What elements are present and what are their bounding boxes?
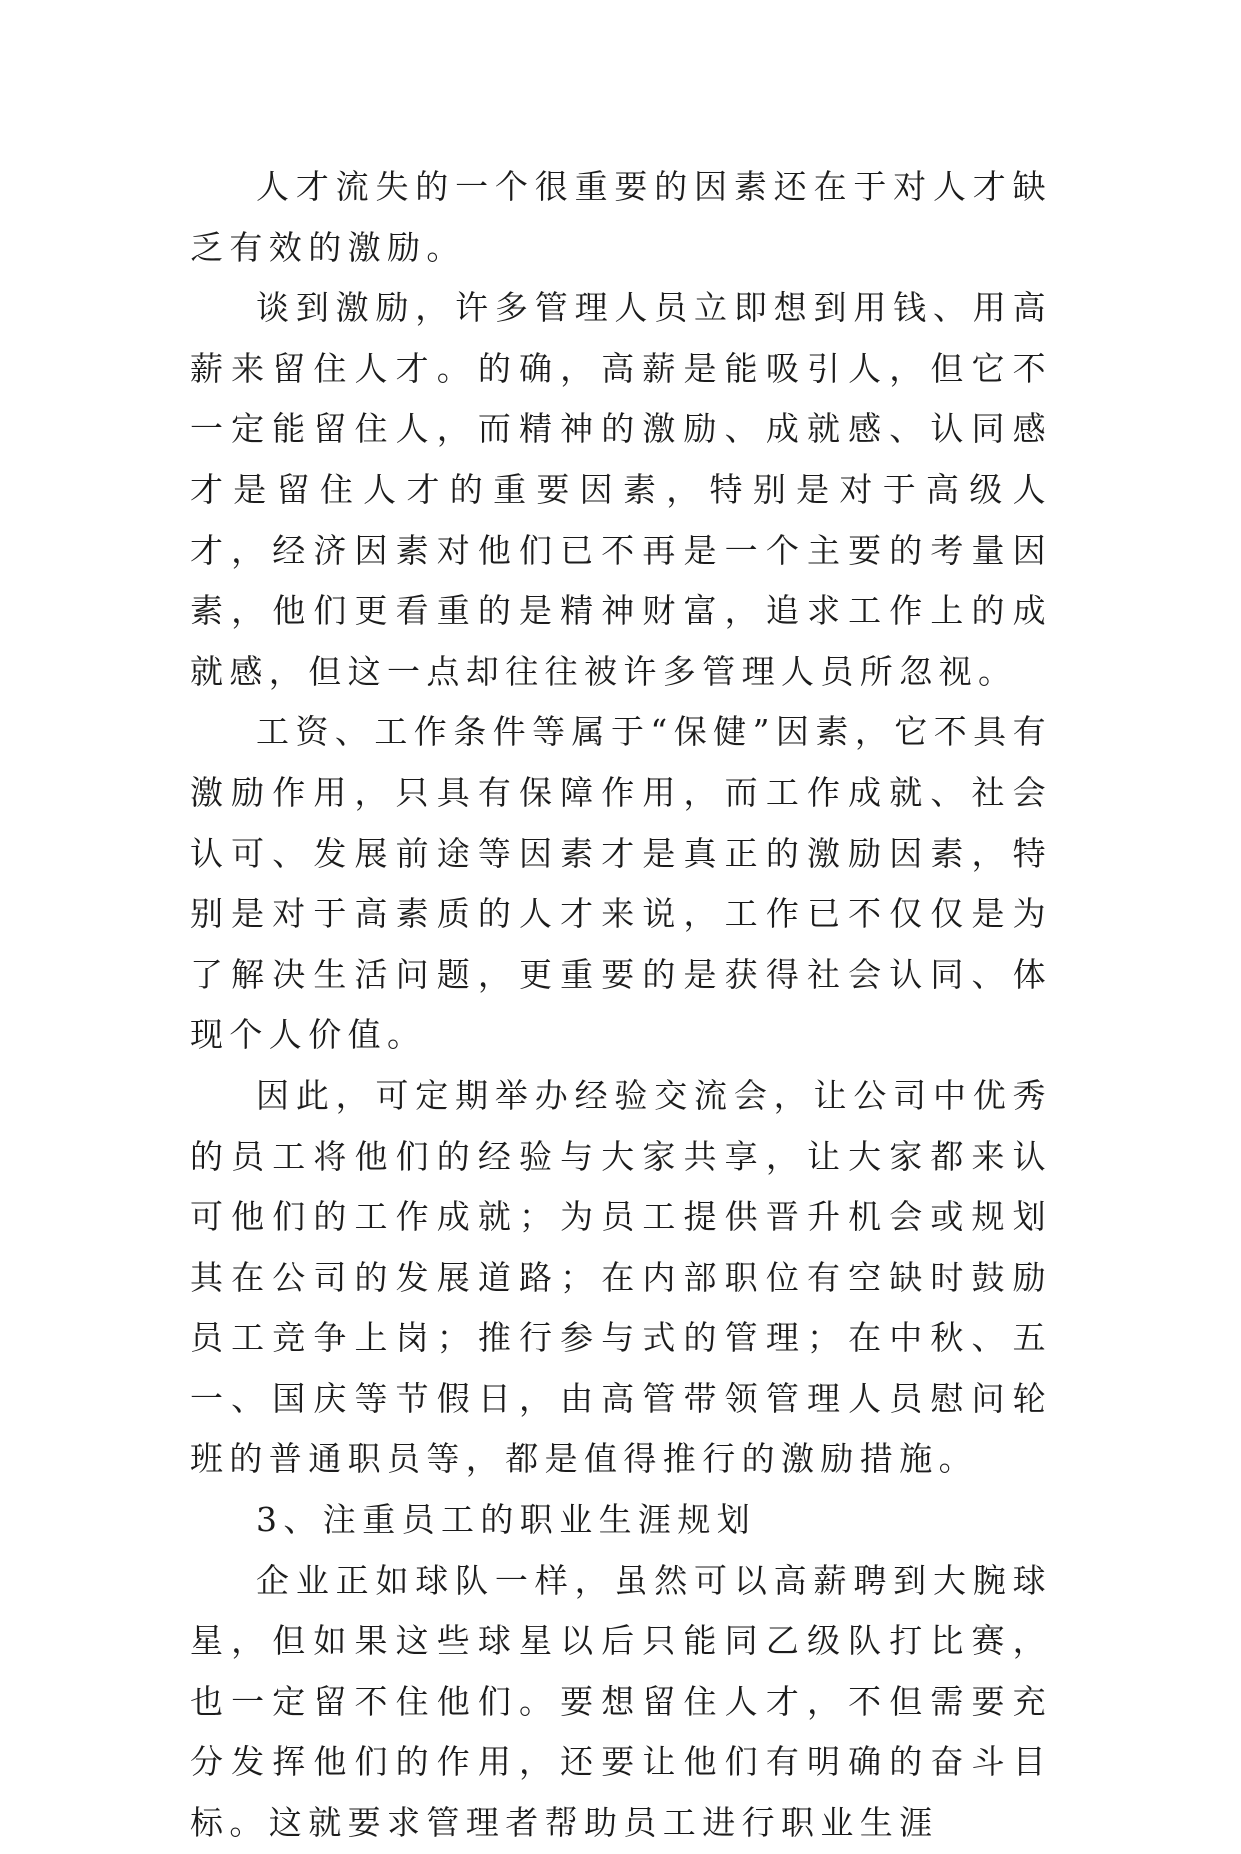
paragraph-incentive-salary: 谈到激励，许多管理人员立即想到用钱、用高薪来留住人才。的确，高薪是能吸引人，但它不一定能留住人，而精神的激励、成就感、认同感才是留住人才的重要因素，特别是对于高级人才，经济因素对他们已不再是一个主要的考量因素，他们更看重的是精神财富，追求工作上的成就感，但这一点却往往被许多管理人员所忽视。	[190, 288, 1052, 691]
paragraph-team-analogy: 企业正如球队一样，虽然可以高薪聘到大腕球星，但如果这些球星以后只能同乙级队打比赛，也一定留不住他们。要想留住人才，不但需要充分发挥他们的作用，还要让他们有明确的奋斗目标。这就要求管理者帮助员工进行职业生涯	[190, 1560, 1052, 1843]
paragraph-incentive-measures: 因此，可定期举办经验交流会，让公司中优秀的员工将他们的经验与大家共享，让大家都来认可他们的工作成就；为员工提供晋升机会或规划其在公司的发展道路；在内部职位有空缺时鼓励员工竞争上岗；推行参与式的管理；在中秋、五一、国庆等节假日，由高管带领管理人员慰问轮班的普通职员等，都是值得推行的激励措施。	[190, 1075, 1052, 1479]
paragraph-hygiene-factors: 工资、工作条件等属于“保健”因素，它不具有激励作用，只具有保障作用，而工作成就、社会认可、发展前途等因素才是真正的激励因素，特别是对于高素质的人才来说，工作已不仅仅是为了解决生活问题，更重要的是获得社会认同、体现个人价值。	[190, 712, 1052, 1055]
document-body	[190, 157, 1052, 1854]
section-heading-career-planning: 3、注重员工的职业生涯规划	[256, 1500, 757, 1540]
paragraph-talent-loss: 人才流失的一个很重要的因素还在于对人才缺乏有效的激励。	[190, 167, 1052, 267]
